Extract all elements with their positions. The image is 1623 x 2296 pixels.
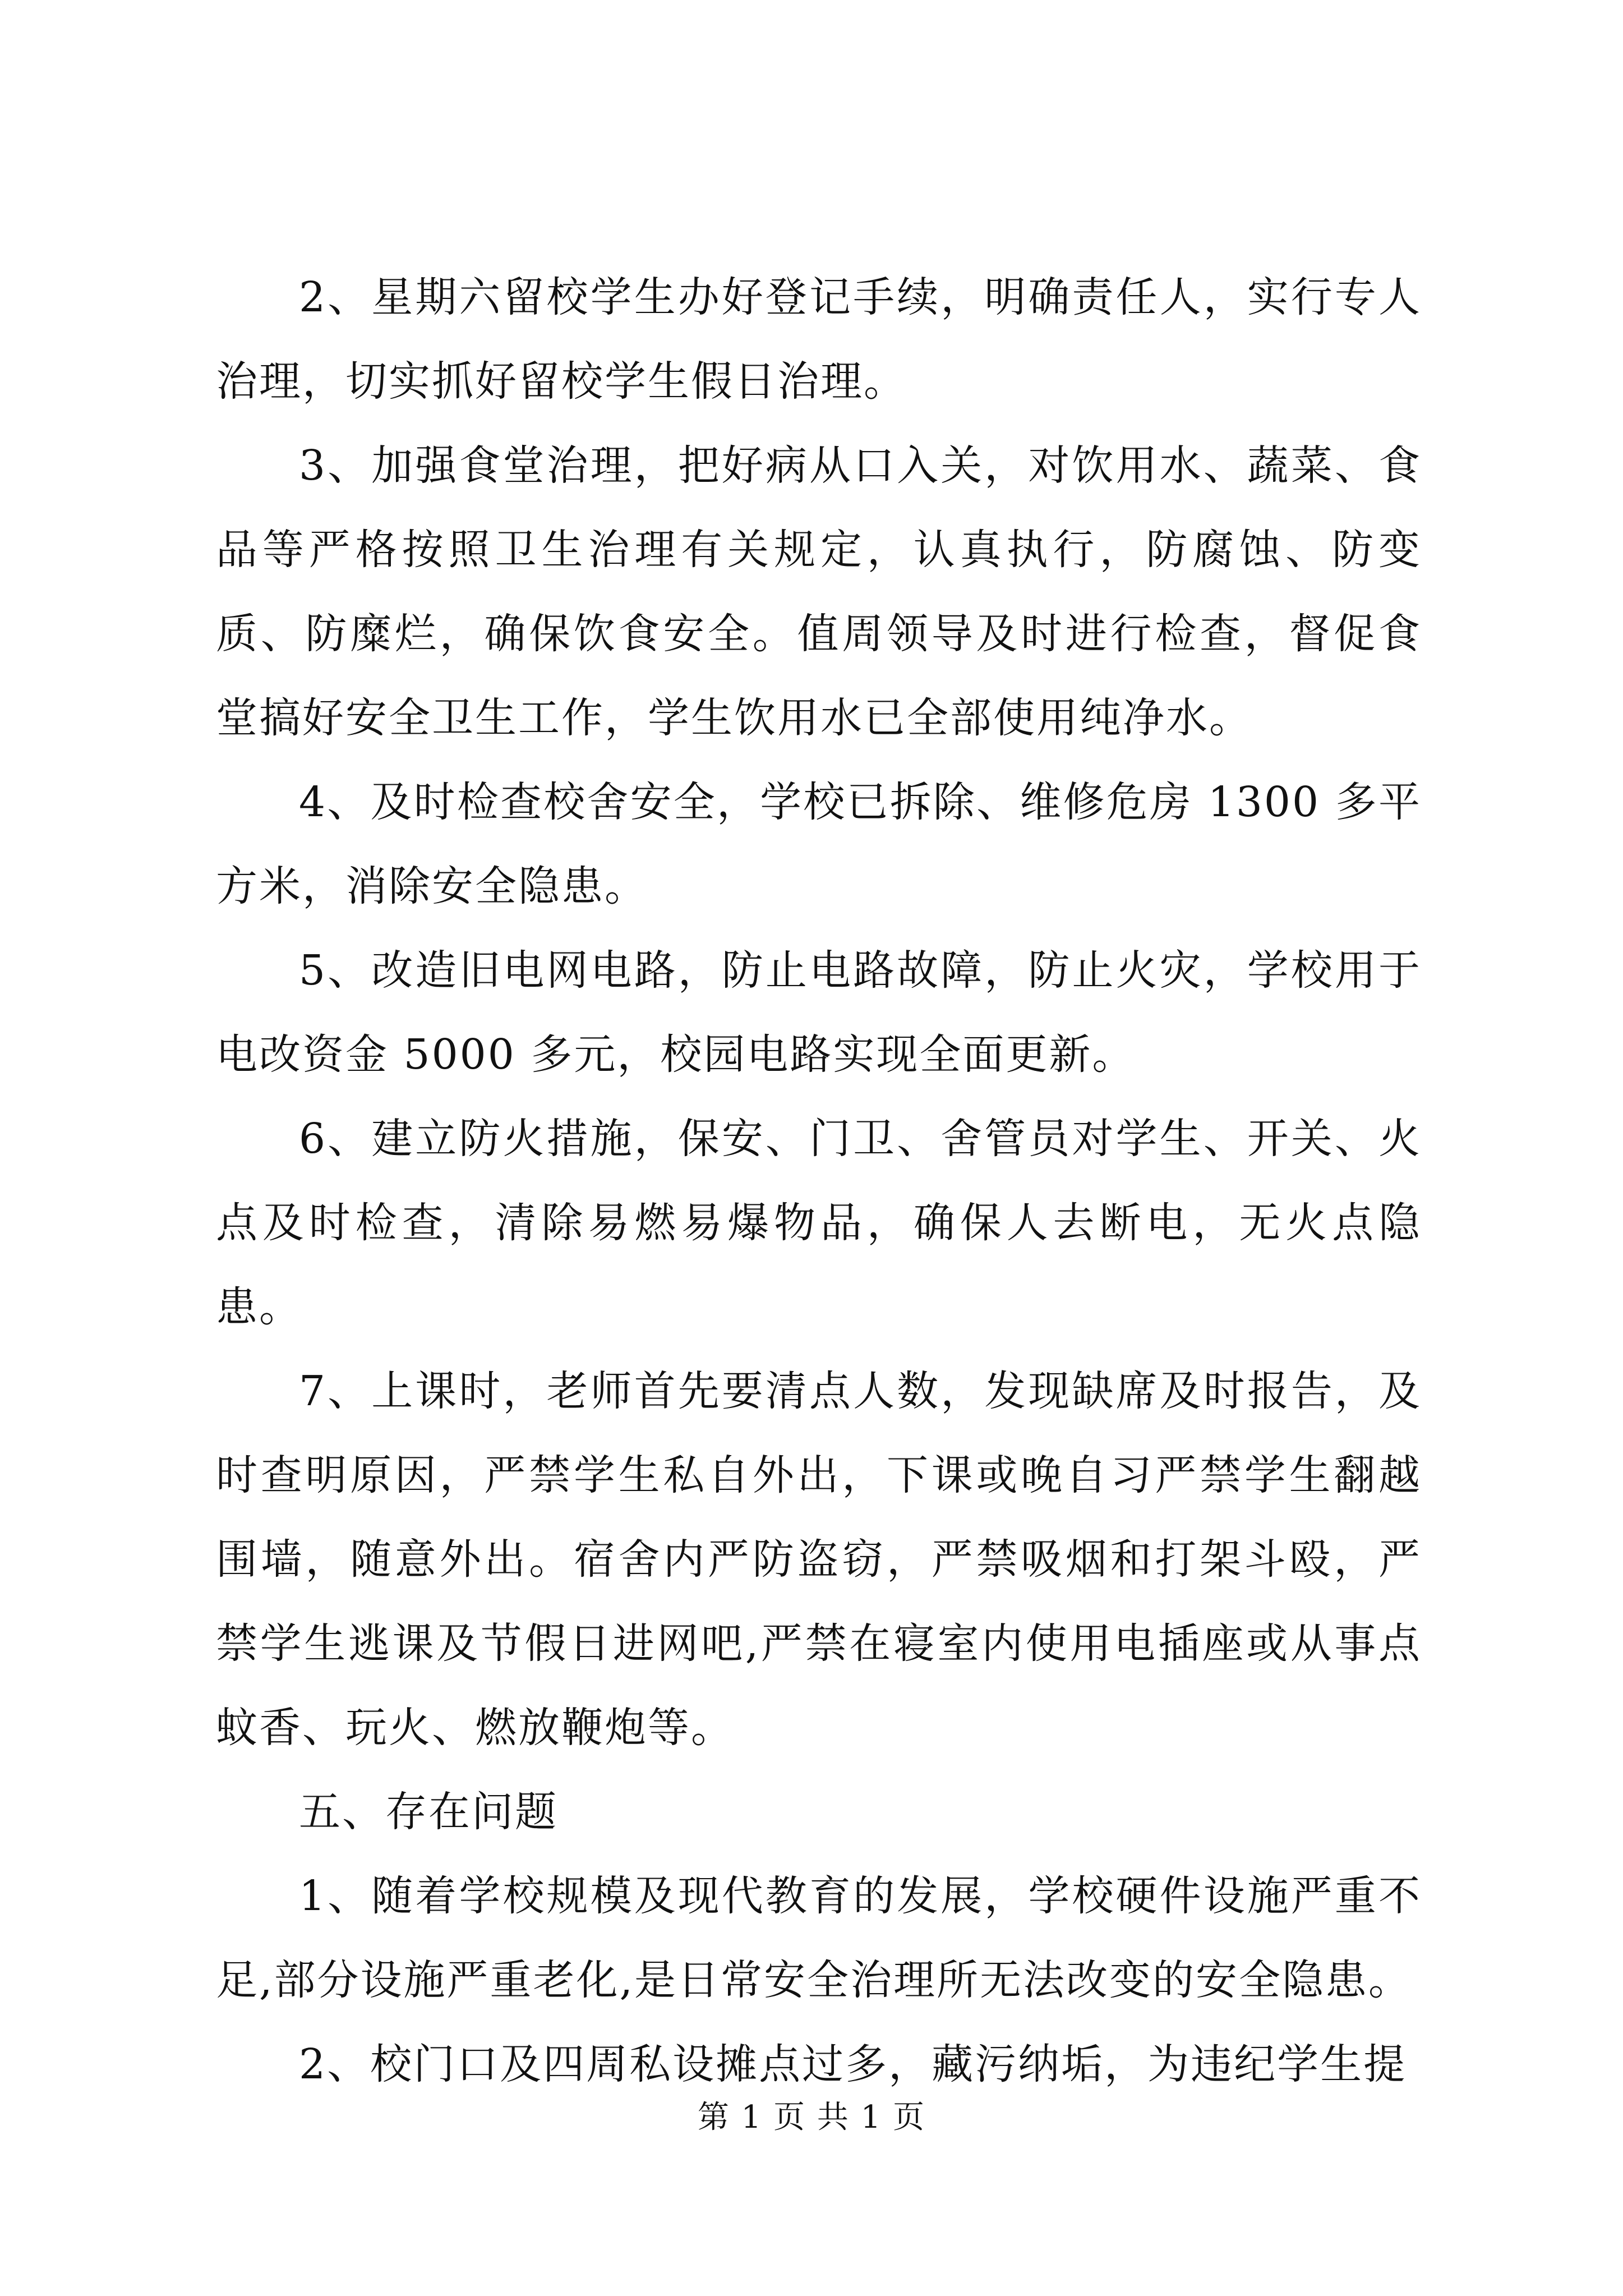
paragraph-item-6: 6、建立防火措施，保安、门卫、舍管员对学生、开关、火点及时检查，清除易燃易爆物品，确保人去断电，无火点隐患。	[216, 1115, 1422, 1331]
problem-item-2: 2、校门口及四周私设摊点过多，藏污纳垢，为违纪学生提	[299, 2040, 1407, 2088]
document-body	[216, 255, 1422, 2106]
paragraph-item-7: 7、上课时，老师首先要清点人数，发现缺席及时报告，及时查明原因，严禁学生私自外出，下课或晚自习严禁学生翻越围墙，随意外出。宿舍内严防盗窃，严禁吸烟和打架斗殴，严禁学生逃课及节假日进网吧,严禁在寝室内使用电插座或从事点蚊香、玩火、燃放鞭炮等。	[216, 1367, 1422, 1752]
paragraph-item-3: 3、加强食堂治理，把好病从口入关，对饮用水、蔬菜、食品等严格按照卫生治理有关规定，认真执行，防腐蚀、防变质、防糜烂，确保饮食安全。值周领导及时进行检查，督促食堂搞好安全卫生工作，学生饮用水已全部使用纯净水。	[216, 441, 1422, 742]
problem-item-1: 1、随着学校规模及现代教育的发展，学校硬件设施严重不足,部分设施严重老化,是日常安全治理所无法改变的安全隐患。	[216, 1872, 1422, 2004]
paragraph-item-4: 4、及时检查校舍安全，学校已拆除、维修危房 1300 多平方米，消除安全隐患。	[216, 778, 1422, 910]
page-footer: 第 1 页 共 1 页	[697, 2099, 926, 2136]
paragraph-item-2: 2、星期六留校学生办好登记手续，明确责任人，实行专人治理，切实抓好留校学生假日治理。	[216, 273, 1422, 406]
paragraph-item-5: 5、改造旧电网电路，防止电路故障，防止火灾，学校用于电改资金 5000 多元，校园电路实现全面更新。	[216, 946, 1422, 1079]
section-heading: 五、存在问题	[299, 1788, 558, 1836]
